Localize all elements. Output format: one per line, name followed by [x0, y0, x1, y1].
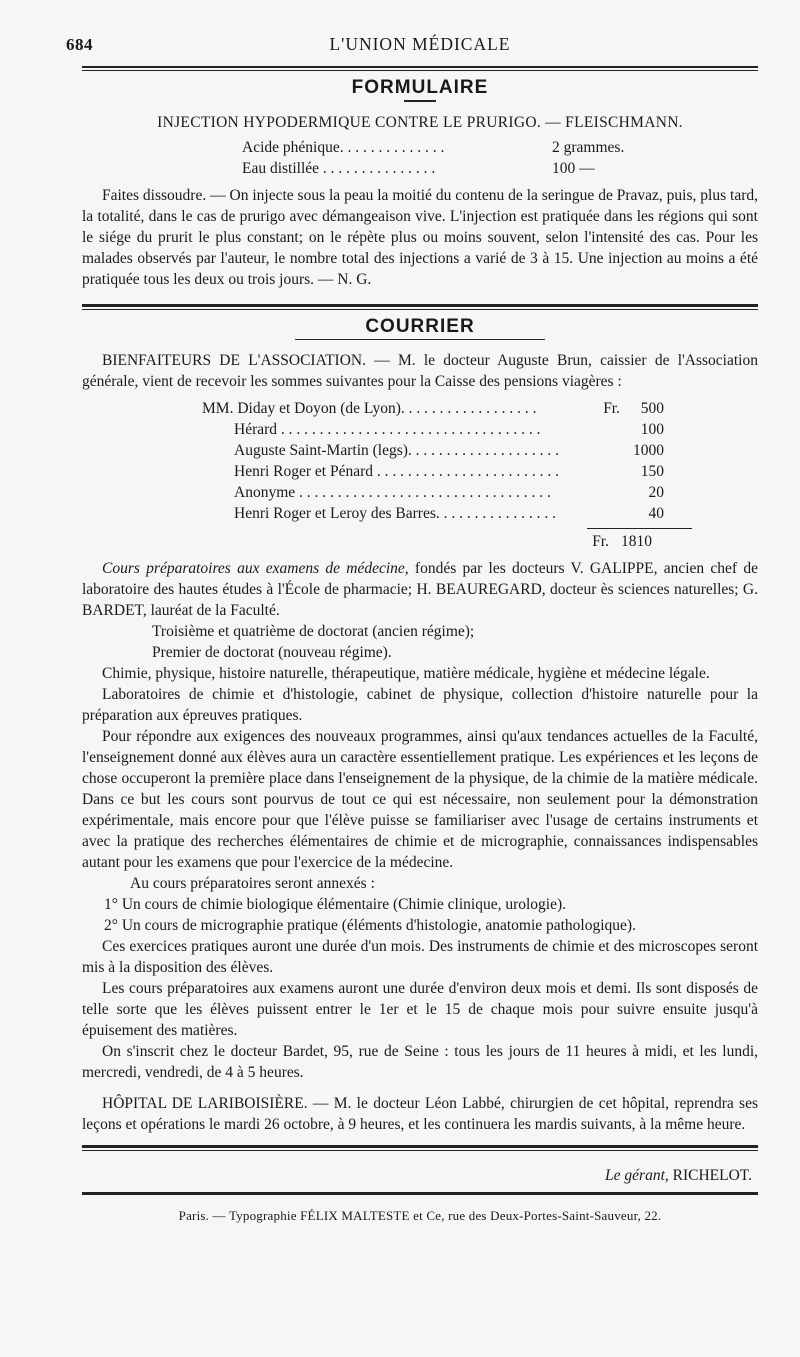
labos-paragraph: Laboratoires de chimie et d'histologie, cabinet de physique, collection d'histoire naturelle pour la préparation aux épreuves pratiques. [82, 686, 758, 724]
journal-title: L'UNION MÉDICALE [329, 34, 511, 54]
cours-line: Premier de doctorat (nouveau régime). [152, 644, 392, 661]
gerant-signature: Le gérant, RICHELOT. [605, 1167, 752, 1184]
ingredient-row: Acide phénique. . . . . . . . . . . . . . 2 grammes. [242, 139, 625, 156]
list-item: 1° Un cours de chimie biologique élémentaire (Chimie clinique, urologie). [104, 896, 567, 913]
page-number: 684 [66, 35, 93, 54]
formulaire-text: Faites dissoudre. — On injecte sous la peau la moitié du contenu de la seringue de Pravaz, puis, plus tard, la totalité, dans le cas de prurigo avec démangeaison vive. L'injection est pratiquée dans les régions qui sont le siége du prurit le plus constant; on le répète plus ou moins souvent, selon l'intensité des cas. Pour les malades observés par l'auteur, le nombre total des injections a varié de 3 à 15. Une injection au moins a été pratiquée tous les deux ou trois jours. — N. G. [82, 187, 758, 288]
donation-row: Hérard . . . . . . . . . . . . . . . . . . . . . . . . . . . . . . . . . . 100 [234, 421, 664, 438]
formulaire-subtitle: INJECTION HYPODERMIQUE CONTRE LE PRURIGO. — FLEISCHMANN. [157, 114, 683, 131]
ingredients-list [242, 137, 758, 179]
donation-row: Auguste Saint-Martin (legs). . . . . . . . . . . . . . . . . . . . 1000 [234, 442, 664, 459]
courrier-title: COURRIER [82, 316, 758, 340]
page [66, 30, 759, 1226]
title-underline [404, 100, 436, 102]
imprint-rule [82, 1192, 758, 1195]
inscrit-paragraph: On s'inscrit chez le docteur Bardet, 95, rue de Seine : tous les jours de 11 heures à midi, et les lundi, mercredi, vendredi, de 4 à 5 heures. [82, 1043, 758, 1081]
donations-list [202, 398, 664, 524]
footer-rule [82, 1145, 758, 1148]
running-head [66, 30, 758, 56]
hopital-paragraph: HÔPITAL DE LARIBOISIÈRE. — M. le docteur Léon Labbé, chirurgien de cet hôpital, reprendra ses leçons et opérations le mardi 26 octobre, à 9 heures, et les continuera les mardis suivants, à la même heure. [82, 1095, 759, 1133]
donation-row: MM. Diday et Doyon (de Lyon). . . . . . . . . . . . . . . . . . Fr. 500 [202, 400, 664, 417]
total-rule [587, 528, 692, 529]
cours-paragraph: Cours préparatoires aux examens de médecine, fondés par les docteurs V. GALIPPE, ancien chef de laboratoire des hautes études à l'École de pharmacie; H. BEAUREGARD, docteur ès sciences naturelles; G. BARDET, lauréat de la Faculté. [82, 560, 758, 619]
list-item: 2° Un cours de micrographie pratique (éléments d'histologie, anatomie pathologique). [104, 917, 636, 934]
section-rule [82, 304, 758, 307]
donation-row: Henri Roger et Leroy des Barres. . . . . . . . . . . . . . . . 40 [234, 505, 664, 522]
formulaire-title: FORMULAIRE [82, 77, 758, 102]
header-rule [82, 66, 758, 71]
annexes-paragraph: Au cours préparatoires seront annexés : [130, 875, 375, 892]
donation-row: Henri Roger et Pénard . . . . . . . . . . . . . . . . . . . . . . . . 150 [234, 463, 664, 480]
donation-row: Anonyme . . . . . . . . . . . . . . . . . . . . . . . . . . . . . . . . . 20 [234, 484, 664, 501]
chimie-paragraph: Chimie, physique, histoire naturelle, thérapeutique, matière médicale, hygiène et médecine légale. [102, 665, 710, 682]
imprint: Paris. — Typographie FÉLIX MALTESTE et Ce, rue des Deux-Portes-Saint-Sauveur, 22. [178, 1208, 662, 1223]
bienfaiteurs-paragraph: BIENFAITEURS DE L'ASSOCIATION. — M. le docteur Auguste Brun, caissier de l'Association générale, vient de recevoir les sommes suivantes pour la Caisse des pensions viagères : [82, 352, 758, 390]
cours-line: Troisième et quatrième de doctorat (ancien régime); [152, 623, 475, 640]
ingredient-row: Eau distillée . . . . . . . . . . . . . . . 100 — [242, 160, 595, 177]
duree-paragraph: Les cours préparatoires aux examens auront une durée d'environ deux mois et demi. Ils sont disposés de telle sorte que les élèves puissent entrer le 1er et le 15 de chaque mois pour suivre ensuite jusqu'à épuisement des matières. [82, 980, 758, 1039]
exercices-paragraph: Ces exercices pratiques auront une durée d'un mois. Des instruments de chimie et des microscopes seront mis à la disposition des élèves. [82, 938, 758, 976]
repondre-paragraph: Pour répondre aux exigences des nouveaux programmes, ainsi qu'aux tendances actuelles de la Faculté, l'enseignement donné aux élèves aura un caractère essentiellement pratique. Les expériences et les leçons de chose occuperont la première place dans l'enseignement de la physique, de la chimie de la matière médicale. Dans ce but les cours sont pourvus de tout ce qui est nécessaire, non seulement pour la démonstration expérimentale, mais encore pour que l'élève puisse se familiariser avec l'usage de certains instruments et avec la pratique des recherches élémentaires de chimie et de micrographie, connaissances indispensables autant pour les examens que pour l'exercice de la médecine. [82, 728, 758, 871]
donation-total: Fr. 1810 [592, 533, 652, 550]
